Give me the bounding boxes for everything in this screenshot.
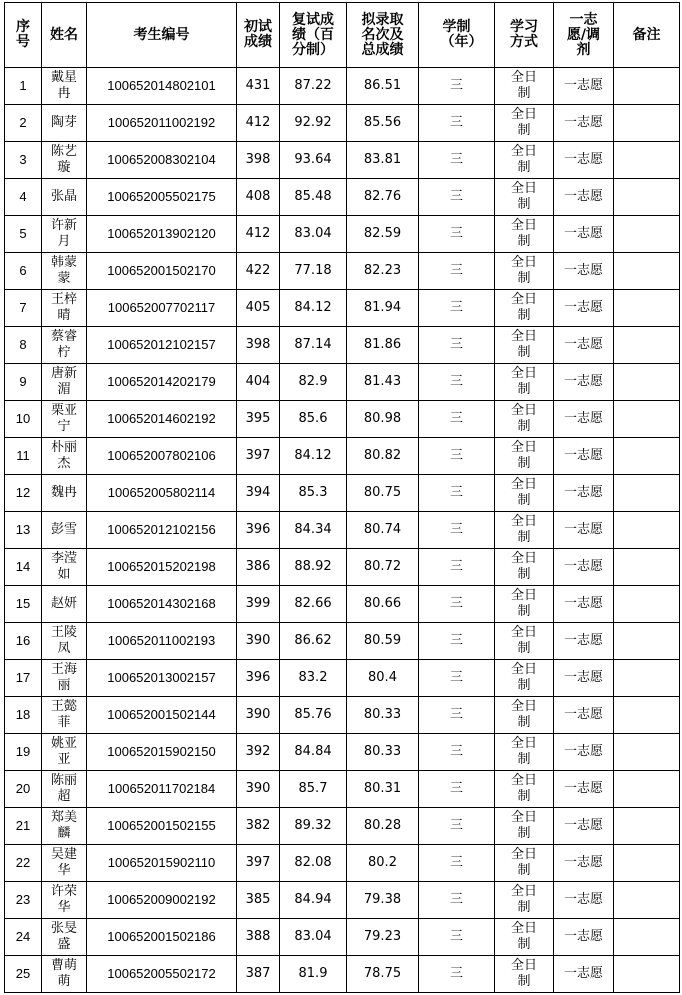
cell-choice: 一志愿 [554,438,614,475]
cell-serial: 21 [5,808,42,845]
cell-retest-score: 88.92 [280,549,347,586]
cell-serial: 13 [5,512,42,549]
cell-prelim-score: 397 [237,845,280,882]
cell-prelim-score: 385 [237,882,280,919]
cell-study-mode: 全日制 [495,882,554,919]
cell-exam-no: 100652005502172 [87,956,237,993]
cell-name: 陶芽 [42,105,87,142]
cell-name: 朴丽杰 [42,438,87,475]
cell-choice: 一志愿 [554,919,614,956]
cell-retest-score: 85.48 [280,179,347,216]
table-row [5,179,680,216]
cell-retest-score: 87.22 [280,68,347,105]
cell-name: 张旻盛 [42,919,87,956]
cell-study-mode: 全日制 [495,623,554,660]
cell-total-score: 83.81 [347,142,419,179]
cell-exam-no: 100652012102156 [87,512,237,549]
cell-serial: 22 [5,845,42,882]
cell-remarks [614,216,680,253]
header-rank-total: 拟录取名次及总成绩 [347,3,419,68]
cell-retest-score: 82.08 [280,845,347,882]
cell-exam-no: 100652012102157 [87,327,237,364]
cell-study-mode: 全日制 [495,808,554,845]
cell-choice: 一志愿 [554,845,614,882]
cell-name: 韩蒙蒙 [42,253,87,290]
table-row [5,882,680,919]
cell-retest-score: 85.7 [280,771,347,808]
cell-total-score: 82.76 [347,179,419,216]
cell-remarks [614,697,680,734]
cell-retest-score: 81.9 [280,956,347,993]
cell-years: 三 [419,808,495,845]
cell-total-score: 80.33 [347,734,419,771]
cell-choice: 一志愿 [554,68,614,105]
cell-years: 三 [419,512,495,549]
cell-serial: 7 [5,290,42,327]
cell-prelim-score: 398 [237,327,280,364]
cell-years: 三 [419,475,495,512]
table-row [5,364,680,401]
cell-serial: 14 [5,549,42,586]
table-row [5,68,680,105]
cell-study-mode: 全日制 [495,845,554,882]
cell-years: 三 [419,956,495,993]
cell-choice: 一志愿 [554,475,614,512]
cell-years: 三 [419,697,495,734]
cell-serial: 8 [5,327,42,364]
cell-study-mode: 全日制 [495,549,554,586]
cell-prelim-score: 388 [237,919,280,956]
table-row [5,327,680,364]
cell-years: 三 [419,290,495,327]
cell-exam-no: 100652001502186 [87,919,237,956]
cell-years: 三 [419,771,495,808]
cell-name: 陈丽超 [42,771,87,808]
header-retest-score: 复试成绩（百分制） [280,3,347,68]
cell-retest-score: 83.2 [280,660,347,697]
cell-total-score: 78.75 [347,956,419,993]
cell-exam-no: 100652005502175 [87,179,237,216]
cell-remarks [614,290,680,327]
cell-choice: 一志愿 [554,956,614,993]
cell-years: 三 [419,660,495,697]
table-body [5,68,680,993]
cell-choice: 一志愿 [554,549,614,586]
cell-choice: 一志愿 [554,882,614,919]
cell-name: 栗亚宁 [42,401,87,438]
table-row [5,660,680,697]
cell-choice: 一志愿 [554,660,614,697]
cell-remarks [614,475,680,512]
cell-remarks [614,660,680,697]
cell-choice: 一志愿 [554,512,614,549]
header-row [5,3,680,68]
cell-choice: 一志愿 [554,771,614,808]
cell-total-score: 80.72 [347,549,419,586]
cell-name: 张晶 [42,179,87,216]
cell-serial: 5 [5,216,42,253]
cell-exam-no: 100652008302104 [87,142,237,179]
table-row [5,549,680,586]
cell-years: 三 [419,549,495,586]
cell-years: 三 [419,253,495,290]
cell-total-score: 81.43 [347,364,419,401]
cell-years: 三 [419,623,495,660]
cell-remarks [614,142,680,179]
cell-serial: 11 [5,438,42,475]
cell-total-score: 86.51 [347,68,419,105]
cell-name: 唐新湄 [42,364,87,401]
cell-name: 陈艺璇 [42,142,87,179]
cell-study-mode: 全日制 [495,179,554,216]
cell-serial: 10 [5,401,42,438]
cell-serial: 15 [5,586,42,623]
cell-choice: 一志愿 [554,734,614,771]
cell-exam-no: 100652007702117 [87,290,237,327]
cell-remarks [614,549,680,586]
cell-serial: 12 [5,475,42,512]
cell-serial: 23 [5,882,42,919]
cell-retest-score: 84.84 [280,734,347,771]
cell-study-mode: 全日制 [495,253,554,290]
cell-remarks [614,438,680,475]
cell-remarks [614,586,680,623]
cell-prelim-score: 390 [237,697,280,734]
cell-total-score: 80.28 [347,808,419,845]
cell-prelim-score: 382 [237,808,280,845]
cell-name: 许新月 [42,216,87,253]
cell-remarks [614,623,680,660]
cell-total-score: 80.2 [347,845,419,882]
cell-exam-no: 100652015902150 [87,734,237,771]
table-row [5,253,680,290]
cell-remarks [614,179,680,216]
header-remarks: 备注 [614,3,680,68]
cell-remarks [614,734,680,771]
cell-study-mode: 全日制 [495,68,554,105]
table-row [5,771,680,808]
cell-prelim-score: 398 [237,142,280,179]
cell-prelim-score: 422 [237,253,280,290]
cell-total-score: 80.66 [347,586,419,623]
cell-prelim-score: 387 [237,956,280,993]
cell-retest-score: 84.12 [280,290,347,327]
cell-prelim-score: 397 [237,438,280,475]
cell-serial: 1 [5,68,42,105]
cell-retest-score: 85.76 [280,697,347,734]
cell-total-score: 80.31 [347,771,419,808]
cell-serial: 19 [5,734,42,771]
table-row [5,845,680,882]
cell-name: 吴建华 [42,845,87,882]
cell-study-mode: 全日制 [495,290,554,327]
admission-table [4,2,680,993]
cell-serial: 17 [5,660,42,697]
cell-retest-score: 86.62 [280,623,347,660]
table-row [5,142,680,179]
cell-study-mode: 全日制 [495,734,554,771]
cell-study-mode: 全日制 [495,327,554,364]
cell-name: 王陵凤 [42,623,87,660]
cell-years: 三 [419,216,495,253]
cell-retest-score: 85.6 [280,401,347,438]
cell-retest-score: 84.34 [280,512,347,549]
cell-choice: 一志愿 [554,586,614,623]
cell-name: 曹萌萌 [42,956,87,993]
cell-exam-no: 100652001502155 [87,808,237,845]
cell-remarks [614,401,680,438]
cell-prelim-score: 390 [237,771,280,808]
cell-study-mode: 全日制 [495,660,554,697]
cell-total-score: 80.59 [347,623,419,660]
cell-total-score: 81.94 [347,290,419,327]
cell-study-mode: 全日制 [495,401,554,438]
cell-remarks [614,771,680,808]
cell-remarks [614,327,680,364]
cell-choice: 一志愿 [554,216,614,253]
cell-study-mode: 全日制 [495,586,554,623]
cell-total-score: 85.56 [347,105,419,142]
cell-name: 魏冉 [42,475,87,512]
header-serial: 序号 [5,3,42,68]
cell-choice: 一志愿 [554,623,614,660]
cell-choice: 一志愿 [554,142,614,179]
table-row [5,216,680,253]
cell-retest-score: 92.92 [280,105,347,142]
cell-name: 王梓晴 [42,290,87,327]
cell-years: 三 [419,919,495,956]
cell-prelim-score: 394 [237,475,280,512]
cell-retest-score: 84.12 [280,438,347,475]
cell-years: 三 [419,401,495,438]
cell-retest-score: 87.14 [280,327,347,364]
cell-years: 三 [419,179,495,216]
cell-total-score: 80.82 [347,438,419,475]
table-row [5,697,680,734]
cell-prelim-score: 390 [237,623,280,660]
table-row [5,623,680,660]
cell-name: 彭雪 [42,512,87,549]
cell-total-score: 80.4 [347,660,419,697]
cell-exam-no: 100652014302168 [87,586,237,623]
table-row [5,956,680,993]
cell-choice: 一志愿 [554,401,614,438]
cell-study-mode: 全日制 [495,697,554,734]
cell-choice: 一志愿 [554,105,614,142]
cell-total-score: 80.33 [347,697,419,734]
cell-total-score: 80.74 [347,512,419,549]
cell-years: 三 [419,882,495,919]
cell-exam-no: 100652011702184 [87,771,237,808]
cell-retest-score: 84.94 [280,882,347,919]
cell-exam-no: 100652001502144 [87,697,237,734]
cell-retest-score: 89.32 [280,808,347,845]
cell-total-score: 81.86 [347,327,419,364]
cell-choice: 一志愿 [554,327,614,364]
table-row [5,734,680,771]
cell-years: 三 [419,327,495,364]
cell-total-score: 82.23 [347,253,419,290]
cell-remarks [614,364,680,401]
cell-retest-score: 93.64 [280,142,347,179]
cell-prelim-score: 396 [237,512,280,549]
table-row [5,438,680,475]
cell-total-score: 80.98 [347,401,419,438]
cell-exam-no: 100652007802106 [87,438,237,475]
cell-years: 三 [419,586,495,623]
cell-exam-no: 100652015902110 [87,845,237,882]
cell-choice: 一志愿 [554,808,614,845]
cell-years: 三 [419,105,495,142]
cell-remarks [614,253,680,290]
cell-years: 三 [419,438,495,475]
cell-prelim-score: 412 [237,216,280,253]
cell-serial: 4 [5,179,42,216]
cell-retest-score: 77.18 [280,253,347,290]
cell-study-mode: 全日制 [495,105,554,142]
cell-years: 三 [419,142,495,179]
cell-serial: 9 [5,364,42,401]
cell-name: 蔡睿柠 [42,327,87,364]
cell-retest-score: 85.3 [280,475,347,512]
cell-exam-no: 100652013902120 [87,216,237,253]
cell-study-mode: 全日制 [495,216,554,253]
cell-prelim-score: 412 [237,105,280,142]
cell-choice: 一志愿 [554,697,614,734]
cell-prelim-score: 396 [237,660,280,697]
cell-choice: 一志愿 [554,253,614,290]
cell-choice: 一志愿 [554,290,614,327]
cell-retest-score: 83.04 [280,919,347,956]
cell-remarks [614,882,680,919]
cell-years: 三 [419,364,495,401]
cell-exam-no: 100652001502170 [87,253,237,290]
cell-retest-score: 82.66 [280,586,347,623]
table-row [5,512,680,549]
cell-exam-no: 100652009002192 [87,882,237,919]
cell-study-mode: 全日制 [495,771,554,808]
table-row [5,919,680,956]
cell-study-mode: 全日制 [495,956,554,993]
cell-prelim-score: 386 [237,549,280,586]
header-study-mode: 学习方式 [495,3,554,68]
cell-serial: 25 [5,956,42,993]
cell-exam-no: 100652013002157 [87,660,237,697]
cell-study-mode: 全日制 [495,512,554,549]
cell-retest-score: 82.9 [280,364,347,401]
cell-name: 王懿菲 [42,697,87,734]
cell-prelim-score: 392 [237,734,280,771]
cell-study-mode: 全日制 [495,142,554,179]
cell-prelim-score: 431 [237,68,280,105]
cell-remarks [614,919,680,956]
cell-remarks [614,845,680,882]
cell-exam-no: 100652011002193 [87,623,237,660]
cell-name: 王海丽 [42,660,87,697]
cell-remarks [614,105,680,142]
cell-years: 三 [419,734,495,771]
cell-total-score: 79.38 [347,882,419,919]
cell-name: 姚亚亚 [42,734,87,771]
cell-exam-no: 100652014602192 [87,401,237,438]
header-years: 学制（年） [419,3,495,68]
cell-serial: 3 [5,142,42,179]
header-name: 姓名 [42,3,87,68]
cell-years: 三 [419,68,495,105]
cell-choice: 一志愿 [554,364,614,401]
cell-study-mode: 全日制 [495,919,554,956]
table-row [5,586,680,623]
cell-study-mode: 全日制 [495,438,554,475]
cell-remarks [614,956,680,993]
header-choice: 一志愿/调剂 [554,3,614,68]
cell-study-mode: 全日制 [495,475,554,512]
table-row [5,290,680,327]
table-row [5,401,680,438]
cell-exam-no: 100652014202179 [87,364,237,401]
header-exam-no: 考生编号 [87,3,237,68]
cell-total-score: 80.75 [347,475,419,512]
cell-exam-no: 100652005802114 [87,475,237,512]
header-prelim-score: 初试成绩 [237,3,280,68]
cell-prelim-score: 399 [237,586,280,623]
table-row [5,105,680,142]
cell-remarks [614,512,680,549]
cell-total-score: 79.23 [347,919,419,956]
cell-prelim-score: 405 [237,290,280,327]
cell-name: 戴星冉 [42,68,87,105]
cell-serial: 20 [5,771,42,808]
table-row [5,475,680,512]
cell-serial: 18 [5,697,42,734]
cell-remarks [614,808,680,845]
cell-serial: 6 [5,253,42,290]
cell-exam-no: 100652015202198 [87,549,237,586]
cell-remarks [614,68,680,105]
cell-exam-no: 100652014802101 [87,68,237,105]
cell-study-mode: 全日制 [495,364,554,401]
cell-serial: 2 [5,105,42,142]
cell-years: 三 [419,845,495,882]
cell-retest-score: 83.04 [280,216,347,253]
cell-prelim-score: 404 [237,364,280,401]
cell-choice: 一志愿 [554,179,614,216]
cell-prelim-score: 408 [237,179,280,216]
cell-serial: 16 [5,623,42,660]
cell-total-score: 82.59 [347,216,419,253]
cell-exam-no: 100652011002192 [87,105,237,142]
table-row [5,808,680,845]
cell-prelim-score: 395 [237,401,280,438]
cell-name: 郑美麟 [42,808,87,845]
cell-name: 许荣华 [42,882,87,919]
cell-name: 赵妍 [42,586,87,623]
cell-name: 李滢如 [42,549,87,586]
cell-serial: 24 [5,919,42,956]
